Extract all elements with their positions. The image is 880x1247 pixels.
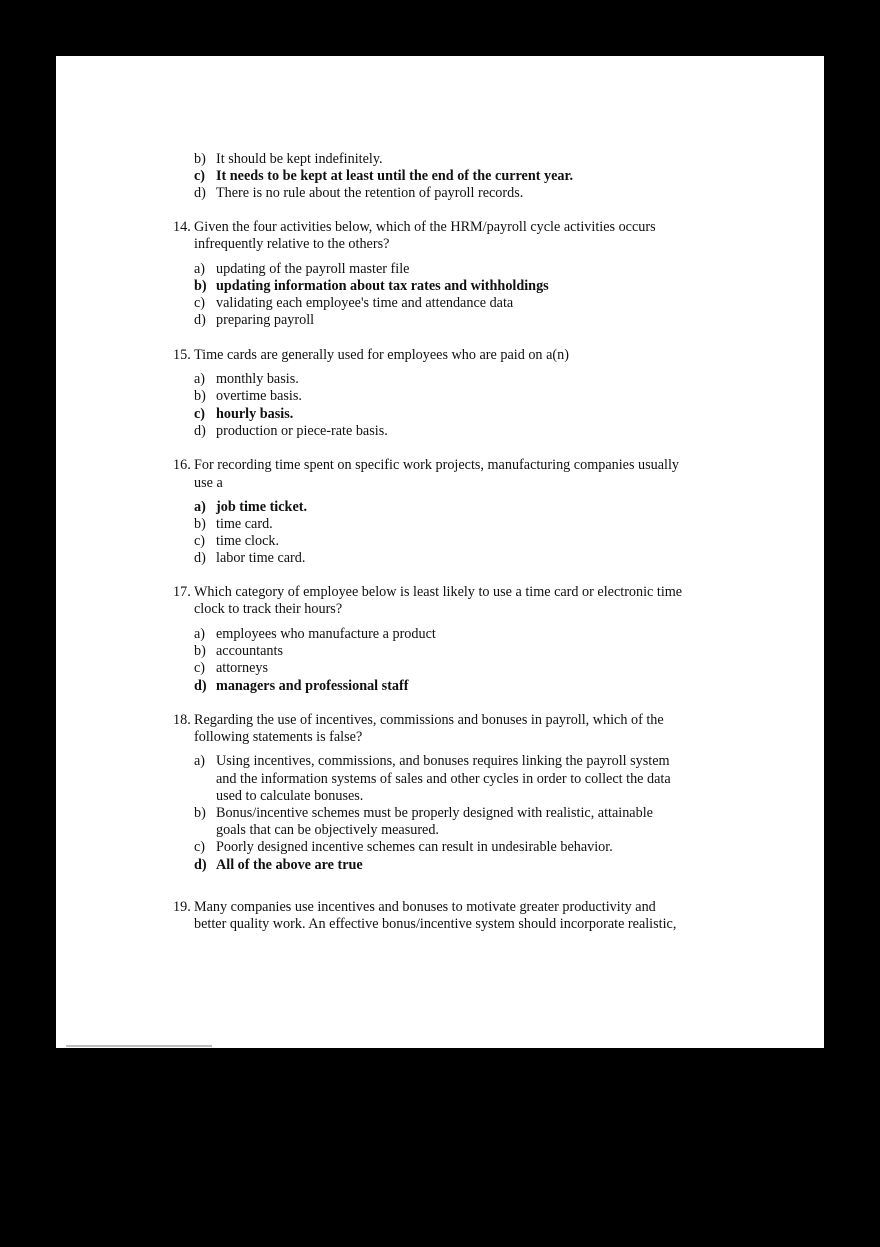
question-number: 18. xyxy=(173,712,191,728)
option-text: employees who manufacture a product xyxy=(216,626,436,642)
question-text: infrequently relative to the others? xyxy=(194,236,390,252)
option-text: hourly basis. xyxy=(216,406,294,422)
option-label: a) xyxy=(194,371,206,387)
option-text: Using incentives, commissions, and bonuses requires linking the payroll system xyxy=(216,753,670,769)
option-text: It should be kept indefinitely. xyxy=(216,151,383,167)
question-number: 15. xyxy=(173,347,191,363)
option-text: monthly basis. xyxy=(216,371,299,387)
option-text: time card. xyxy=(216,516,273,532)
option-text: preparing payroll xyxy=(216,312,315,328)
option-label: b) xyxy=(194,388,206,404)
option-label: a) xyxy=(194,753,206,769)
option-text: updating of the payroll master file xyxy=(216,261,410,277)
option-label: c) xyxy=(194,168,206,184)
question-number: 19. xyxy=(173,899,191,915)
option-label: c) xyxy=(194,660,206,676)
option-label: b) xyxy=(194,516,206,532)
option-label: a) xyxy=(194,261,206,277)
option-label: d) xyxy=(194,550,206,566)
option-label: b) xyxy=(194,151,206,167)
option-label: d) xyxy=(194,678,207,694)
option-label: a) xyxy=(194,499,206,515)
option-text: Bonus/incentive schemes must be properly designed with realistic, attainable xyxy=(216,805,653,821)
option-text: It needs to be kept at least until the end of the current year. xyxy=(216,168,574,184)
question-number: 17. xyxy=(173,584,191,600)
option-text: time clock. xyxy=(216,533,280,549)
option-text: used to calculate bonuses. xyxy=(216,788,364,804)
option-label: c) xyxy=(194,406,206,422)
option-label: d) xyxy=(194,185,206,201)
option-label: b) xyxy=(194,805,206,821)
question-text: Given the four activities below, which of the HRM/payroll cycle activities occurs xyxy=(194,219,656,235)
option-text: attorneys xyxy=(216,660,269,676)
question-text: For recording time spent on specific work projects, manufacturing companies usually xyxy=(194,457,680,473)
option-text: validating each employee's time and attendance data xyxy=(216,295,514,311)
option-label: c) xyxy=(194,839,206,855)
question-text: use a xyxy=(194,475,223,491)
question-number: 14. xyxy=(173,219,191,235)
option-text: managers and professional staff xyxy=(216,678,409,694)
option-text: production or piece-rate basis. xyxy=(216,423,388,439)
question-text: clock to track their hours? xyxy=(194,601,343,617)
footnote-separator xyxy=(66,1045,212,1047)
question-text: following statements is false? xyxy=(194,729,363,745)
option-text: goals that can be objectively measured. xyxy=(216,822,439,838)
option-text: overtime basis. xyxy=(216,388,302,404)
question-text: Time cards are generally used for employees who are paid on a(n) xyxy=(194,347,569,363)
option-text: and the information systems of sales and other cycles in order to collect the data xyxy=(216,771,671,787)
option-label: d) xyxy=(194,423,206,439)
option-label: b) xyxy=(194,278,207,294)
option-text: accountants xyxy=(216,643,283,659)
option-text: labor time card. xyxy=(216,550,306,566)
question-text: Many companies use incentives and bonuses to motivate greater productivity and xyxy=(194,899,656,915)
option-text: There is no rule about the retention of payroll records. xyxy=(216,185,524,201)
question-text: Regarding the use of incentives, commissions and bonuses in payroll, which of the xyxy=(194,712,664,728)
option-label: c) xyxy=(194,533,206,549)
option-label: a) xyxy=(194,626,206,642)
option-label: d) xyxy=(194,312,206,328)
option-text: Poorly designed incentive schemes can result in undesirable behavior. xyxy=(216,839,613,855)
question-number: 16. xyxy=(173,457,191,473)
question-text: Which category of employee below is least likely to use a time card or electronic time xyxy=(194,584,683,600)
option-text: All of the above are true xyxy=(216,857,363,873)
option-label: b) xyxy=(194,643,206,659)
document-page xyxy=(56,56,824,1048)
question-text: better quality work. An effective bonus/incentive system should incorporate realistic, xyxy=(194,916,677,932)
option-text: updating information about tax rates and withholdings xyxy=(216,278,549,294)
option-label: c) xyxy=(194,295,206,311)
option-label: d) xyxy=(194,857,207,873)
option-text: job time ticket. xyxy=(216,499,308,515)
